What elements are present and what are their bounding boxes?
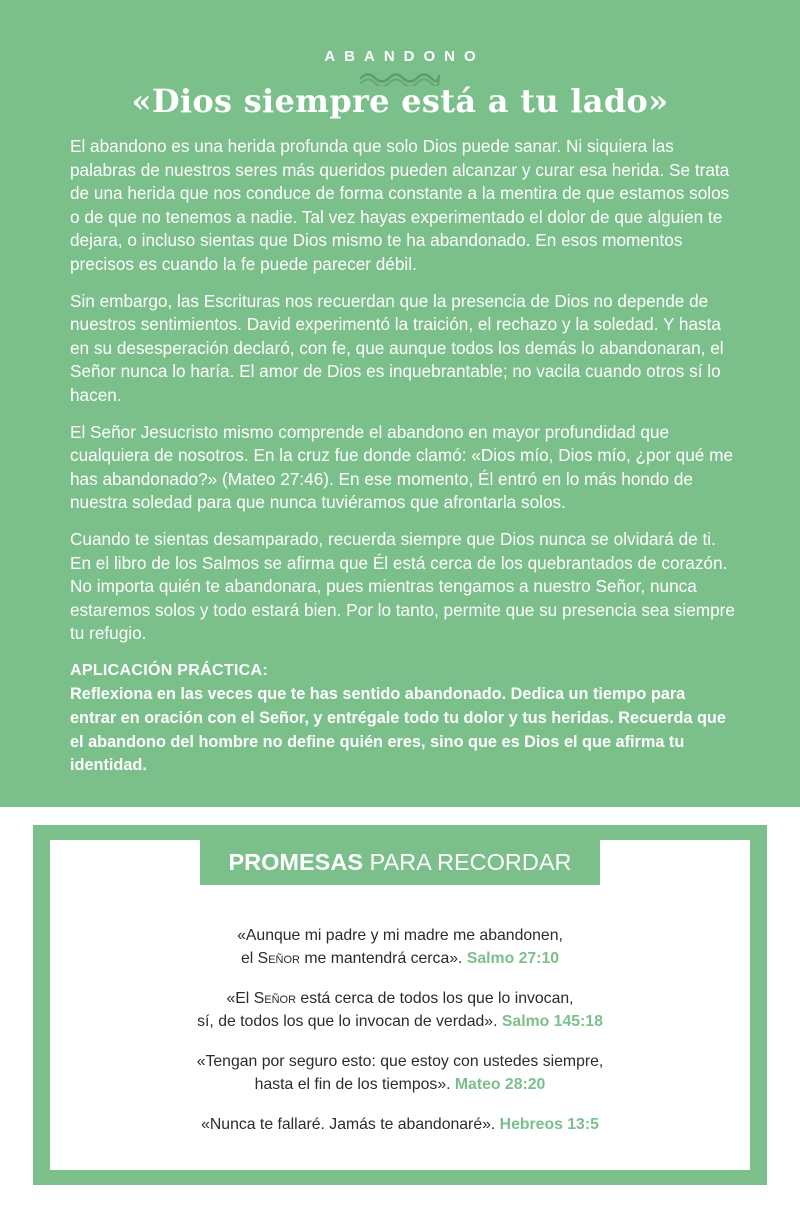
promise-reference: Hebreos 13:5 <box>499 1116 599 1133</box>
promises-title-rest: PARA RECORDAR <box>369 849 572 875</box>
promise-line <box>50 1010 750 1033</box>
promise-reference: Salmo 27:10 <box>466 950 560 967</box>
lord-smallcaps: Señor <box>253 990 297 1007</box>
promise-text: está cerca de todos los que lo invocan, <box>296 990 574 1007</box>
promise-text: «El <box>226 990 254 1007</box>
promise-line: «Tengan por seguro esto: que estoy con ustedes siempre, <box>196 1053 604 1070</box>
lord-smallcaps: Señor <box>257 950 300 967</box>
promise-item <box>50 987 750 1033</box>
paragraph: Sin embargo, las Escrituras nos recuerdan que la presencia de Dios no depende de nuestros sentimientos. David experimentó la traición, el rechazo y la soledad. Y hasta en su desesperación declaró, con fe, que aunque todos los demás lo abandonaran, el Señor nunca lo haría. El amor de Dios es inquebrantable; no vacila cuando otros sí lo hacen. <box>70 290 724 405</box>
promises-title <box>200 840 600 885</box>
promise-text: hasta el fin de los tiempos». <box>254 1076 451 1093</box>
promise-item <box>50 1113 750 1136</box>
promise-line: «Aunque mi padre y mi madre me abandonen, <box>237 927 563 944</box>
paragraph: El Señor Jesucristo mismo comprende el abandono en mayor profundidad que cualquiera de nosotros. En la cruz fue donde clamó: «Dios mío, Dios mío, ¿por qué me has abandonado?» (Mateo 27:46). En ese momento, Él entró en lo más hondo de nuestra soledad para que nunca tuviéramos que afrontarla solos. <box>70 421 734 513</box>
page-title: «Dios siempre está a tu lado» <box>131 82 669 120</box>
promise-reference: Salmo 145:18 <box>501 1013 603 1030</box>
promise-reference: Mateo 28:20 <box>454 1076 546 1093</box>
paragraph: Cuando te sientas desamparado, recuerda siempre que Dios nunca se olvidará de ti. En el libro de los Salmos se afirma que Él está cerca de los quebrantados de corazón. No importa quién te abandonara, pues mientras tengamos a nuestro Señor, nunca estaremos solos y todo estará bien. Por lo tanto, permite que su presencia sea siempre tu refugio. <box>70 528 735 644</box>
promise-text: el <box>240 950 258 967</box>
promise-item <box>50 1050 750 1096</box>
promises-list <box>50 924 750 1153</box>
promise-line <box>50 987 750 1010</box>
application-heading: APLICACIÓN PRÁCTICA: <box>70 661 268 679</box>
promise-text: «Nunca te fallaré. Jamás te abandonaré». <box>201 1116 496 1133</box>
promise-text: sí, de todos los que lo invocan de verdad». <box>197 1013 498 1030</box>
promise-line <box>50 1073 750 1096</box>
promise-item <box>50 924 750 970</box>
application-text: Reflexiona en las veces que te has sentido abandonado. Dedica un tiempo para entrar en oración con el Señor, y entrégale todo tu dolor y tus heridas. Recuerda que el abandono del hombre no define quién eres, sino que es Dios el que afirma tu identidad. <box>70 685 726 775</box>
promise-line <box>50 947 750 970</box>
paragraph: El abandono es una herida profunda que solo Dios puede sanar. Ni siquiera las palabras de nuestros seres más queridos pueden alcanzar y curar esa herida. Se trata de una herida que nos conduce de forma constante a la mentira de que estamos solos o de que no tenemos a nadie. Tal vez hayas experimentado el dolor de que alguien te dejara, o incluso sientas que Dios mismo te ha abandonado. En esos momentos precisos es cuando la fe puede parecer débil. <box>70 136 730 274</box>
promise-text: me mantendrá cerca». <box>299 950 463 967</box>
article-body <box>70 135 735 778</box>
promises-title-bold: PROMESAS <box>228 849 363 875</box>
section-kicker: ABANDONO <box>324 48 485 65</box>
promise-line <box>50 1113 750 1136</box>
